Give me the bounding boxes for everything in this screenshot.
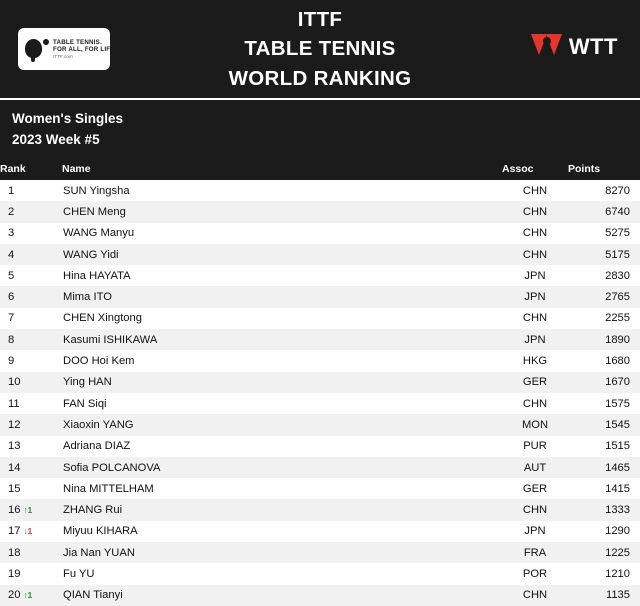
cell-rank xyxy=(0,436,62,457)
cell-rank xyxy=(0,563,62,584)
wtt-logo xyxy=(532,34,618,60)
table-row xyxy=(0,499,640,520)
cell-association: CHN xyxy=(502,223,568,244)
cell-player-name: Adriana DIAZ xyxy=(62,436,502,457)
title-line-1: ITTF xyxy=(297,8,343,32)
rank-value: 15 xyxy=(8,482,21,495)
cell-player-name: Ying HAN xyxy=(62,372,502,393)
table-row xyxy=(0,457,640,478)
rank-value: 6 xyxy=(8,291,15,304)
cell-rank xyxy=(0,308,62,329)
cell-association: CHN xyxy=(502,499,568,520)
rank-value: 20 xyxy=(8,589,21,602)
rank-down-icon: ↓1 xyxy=(23,526,33,537)
ittf-logo-line1: TABLE TENNIS. xyxy=(53,39,102,47)
cell-points: 1680 xyxy=(568,350,640,371)
title-line-3: WORLD RANKING xyxy=(228,66,412,90)
cell-player-name: DOO Hoi Kem xyxy=(62,350,502,371)
cell-points: 1515 xyxy=(568,436,640,457)
table-row xyxy=(0,223,640,244)
cell-association: AUT xyxy=(502,457,568,478)
table-row xyxy=(0,350,640,371)
rank-value: 18 xyxy=(8,546,21,559)
cell-points: 5275 xyxy=(568,223,640,244)
cell-rank xyxy=(0,521,62,542)
cell-points: 1290 xyxy=(568,521,640,542)
cell-player-name: ZHANG Rui xyxy=(62,499,502,520)
cell-points: 1545 xyxy=(568,414,640,435)
table-row xyxy=(0,372,640,393)
cell-player-name: SUN Yingsha xyxy=(62,180,502,201)
cell-points: 5175 xyxy=(568,244,640,265)
rank-value: 2 xyxy=(8,205,15,218)
cell-association: CHN xyxy=(502,585,568,606)
ranking-period: 2023 Week #5 xyxy=(12,131,100,147)
cell-association: PUR xyxy=(502,436,568,457)
cell-association: GER xyxy=(502,372,568,393)
cell-player-name: Jia Nan YUAN xyxy=(62,542,502,563)
table-header-row xyxy=(0,159,640,180)
cell-rank xyxy=(0,244,62,265)
cell-association: CHN xyxy=(502,308,568,329)
table-row xyxy=(0,244,640,265)
ittf-logo xyxy=(18,28,117,70)
rank-value: 11 xyxy=(8,397,20,410)
table-tennis-paddle-icon xyxy=(23,36,49,62)
cell-association: JPN xyxy=(502,265,568,286)
table-row xyxy=(0,265,640,286)
cell-rank xyxy=(0,542,62,563)
column-header-assoc: Assoc xyxy=(502,159,568,180)
cell-association: JPN xyxy=(502,286,568,307)
cell-association: POR xyxy=(502,563,568,584)
cell-association: JPN xyxy=(502,329,568,350)
rank-up-icon: ↑1 xyxy=(23,590,33,601)
cell-association: CHN xyxy=(502,393,568,414)
cell-points: 2765 xyxy=(568,286,640,307)
table-row xyxy=(0,478,640,499)
rank-value: 19 xyxy=(8,567,21,580)
cell-player-name: Nina MITTELHAM xyxy=(62,478,502,499)
cell-rank xyxy=(0,393,62,414)
table-row xyxy=(0,585,640,606)
cell-points: 1670 xyxy=(568,372,640,393)
cell-rank xyxy=(0,265,62,286)
table-row xyxy=(0,563,640,584)
cell-rank xyxy=(0,457,62,478)
cell-player-name: CHEN Meng xyxy=(62,201,502,222)
cell-points: 1890 xyxy=(568,329,640,350)
cell-points: 1135 xyxy=(568,585,640,606)
cell-points: 2830 xyxy=(568,265,640,286)
rank-value: 3 xyxy=(8,227,15,240)
cell-player-name: Mima ITO xyxy=(62,286,502,307)
cell-player-name: QIAN Tianyi xyxy=(62,585,502,606)
rank-value: 9 xyxy=(8,355,15,368)
cell-points: 1415 xyxy=(568,478,640,499)
cell-player-name: FAN Siqi xyxy=(62,393,502,414)
table-row xyxy=(0,542,640,563)
cell-rank xyxy=(0,223,62,244)
rank-value: 13 xyxy=(8,440,21,453)
cell-association: MON xyxy=(502,414,568,435)
ranking-subheader xyxy=(0,98,640,159)
cell-association: GER xyxy=(502,478,568,499)
table-row xyxy=(0,393,640,414)
table-row xyxy=(0,180,640,201)
cell-rank xyxy=(0,372,62,393)
title-line-2: TABLE TENNIS xyxy=(244,37,396,61)
cell-player-name: Kasumi ISHIKAWA xyxy=(62,329,502,350)
ittf-logo-line3: ITTF.com xyxy=(53,53,73,59)
rank-value: 7 xyxy=(8,312,15,325)
rank-value: 16 xyxy=(8,504,21,517)
page-title xyxy=(229,5,412,92)
column-header-name: Name xyxy=(62,159,502,180)
rank-value: 10 xyxy=(8,376,21,389)
rank-value: 8 xyxy=(8,333,15,346)
column-header-rank: Rank xyxy=(0,159,62,180)
column-header-points: Points xyxy=(568,159,640,180)
cell-association: CHN xyxy=(502,180,568,201)
cell-points: 8270 xyxy=(568,180,640,201)
ranking-table-body xyxy=(0,180,640,606)
cell-rank xyxy=(0,180,62,201)
cell-points: 1465 xyxy=(568,457,640,478)
cell-points: 6740 xyxy=(568,201,640,222)
cell-points: 1225 xyxy=(568,542,640,563)
cell-association: JPN xyxy=(502,521,568,542)
cell-rank xyxy=(0,201,62,222)
ranking-category: Women's Singles xyxy=(12,111,123,126)
cell-rank xyxy=(0,478,62,499)
cell-player-name: WANG Manyu xyxy=(62,223,502,244)
rank-value: 1 xyxy=(8,184,15,197)
cell-player-name: Sofia POLCANOVA xyxy=(62,457,502,478)
table-row xyxy=(0,521,640,542)
cell-rank xyxy=(0,286,62,307)
ranking-table xyxy=(0,159,640,606)
cell-association: FRA xyxy=(502,542,568,563)
cell-player-name: WANG Yidi xyxy=(62,244,502,265)
wtt-chevron-icon xyxy=(532,34,562,60)
rank-value: 14 xyxy=(8,461,21,474)
ittf-logo-line2: FOR ALL, FOR LIFE. xyxy=(53,46,117,54)
cell-points: 1575 xyxy=(568,393,640,414)
table-row xyxy=(0,329,640,350)
cell-association: CHN xyxy=(502,201,568,222)
cell-rank xyxy=(0,329,62,350)
rank-value: 12 xyxy=(8,418,21,431)
cell-association: CHN xyxy=(502,244,568,265)
cell-player-name: Hina HAYATA xyxy=(62,265,502,286)
cell-player-name: Miyuu KIHARA xyxy=(62,521,502,542)
rank-up-icon: ↑1 xyxy=(23,505,33,516)
rank-value: 4 xyxy=(8,248,15,261)
cell-rank xyxy=(0,350,62,371)
cell-rank xyxy=(0,585,62,606)
table-row xyxy=(0,436,640,457)
table-row xyxy=(0,414,640,435)
wtt-wordmark: WTT xyxy=(568,34,618,59)
rank-value: 17 xyxy=(8,525,21,538)
cell-association: HKG xyxy=(502,350,568,371)
cell-player-name: CHEN Xingtong xyxy=(62,308,502,329)
cell-points: 1333 xyxy=(568,499,640,520)
table-row xyxy=(0,286,640,307)
cell-rank xyxy=(0,499,62,520)
table-row xyxy=(0,201,640,222)
table-row xyxy=(0,308,640,329)
page-header xyxy=(0,0,640,98)
cell-player-name: Fu YU xyxy=(62,563,502,584)
cell-points: 1210 xyxy=(568,563,640,584)
cell-points: 2255 xyxy=(568,308,640,329)
cell-player-name: Xiaoxin YANG xyxy=(62,414,502,435)
rank-value: 5 xyxy=(8,269,15,282)
cell-rank xyxy=(0,414,62,435)
